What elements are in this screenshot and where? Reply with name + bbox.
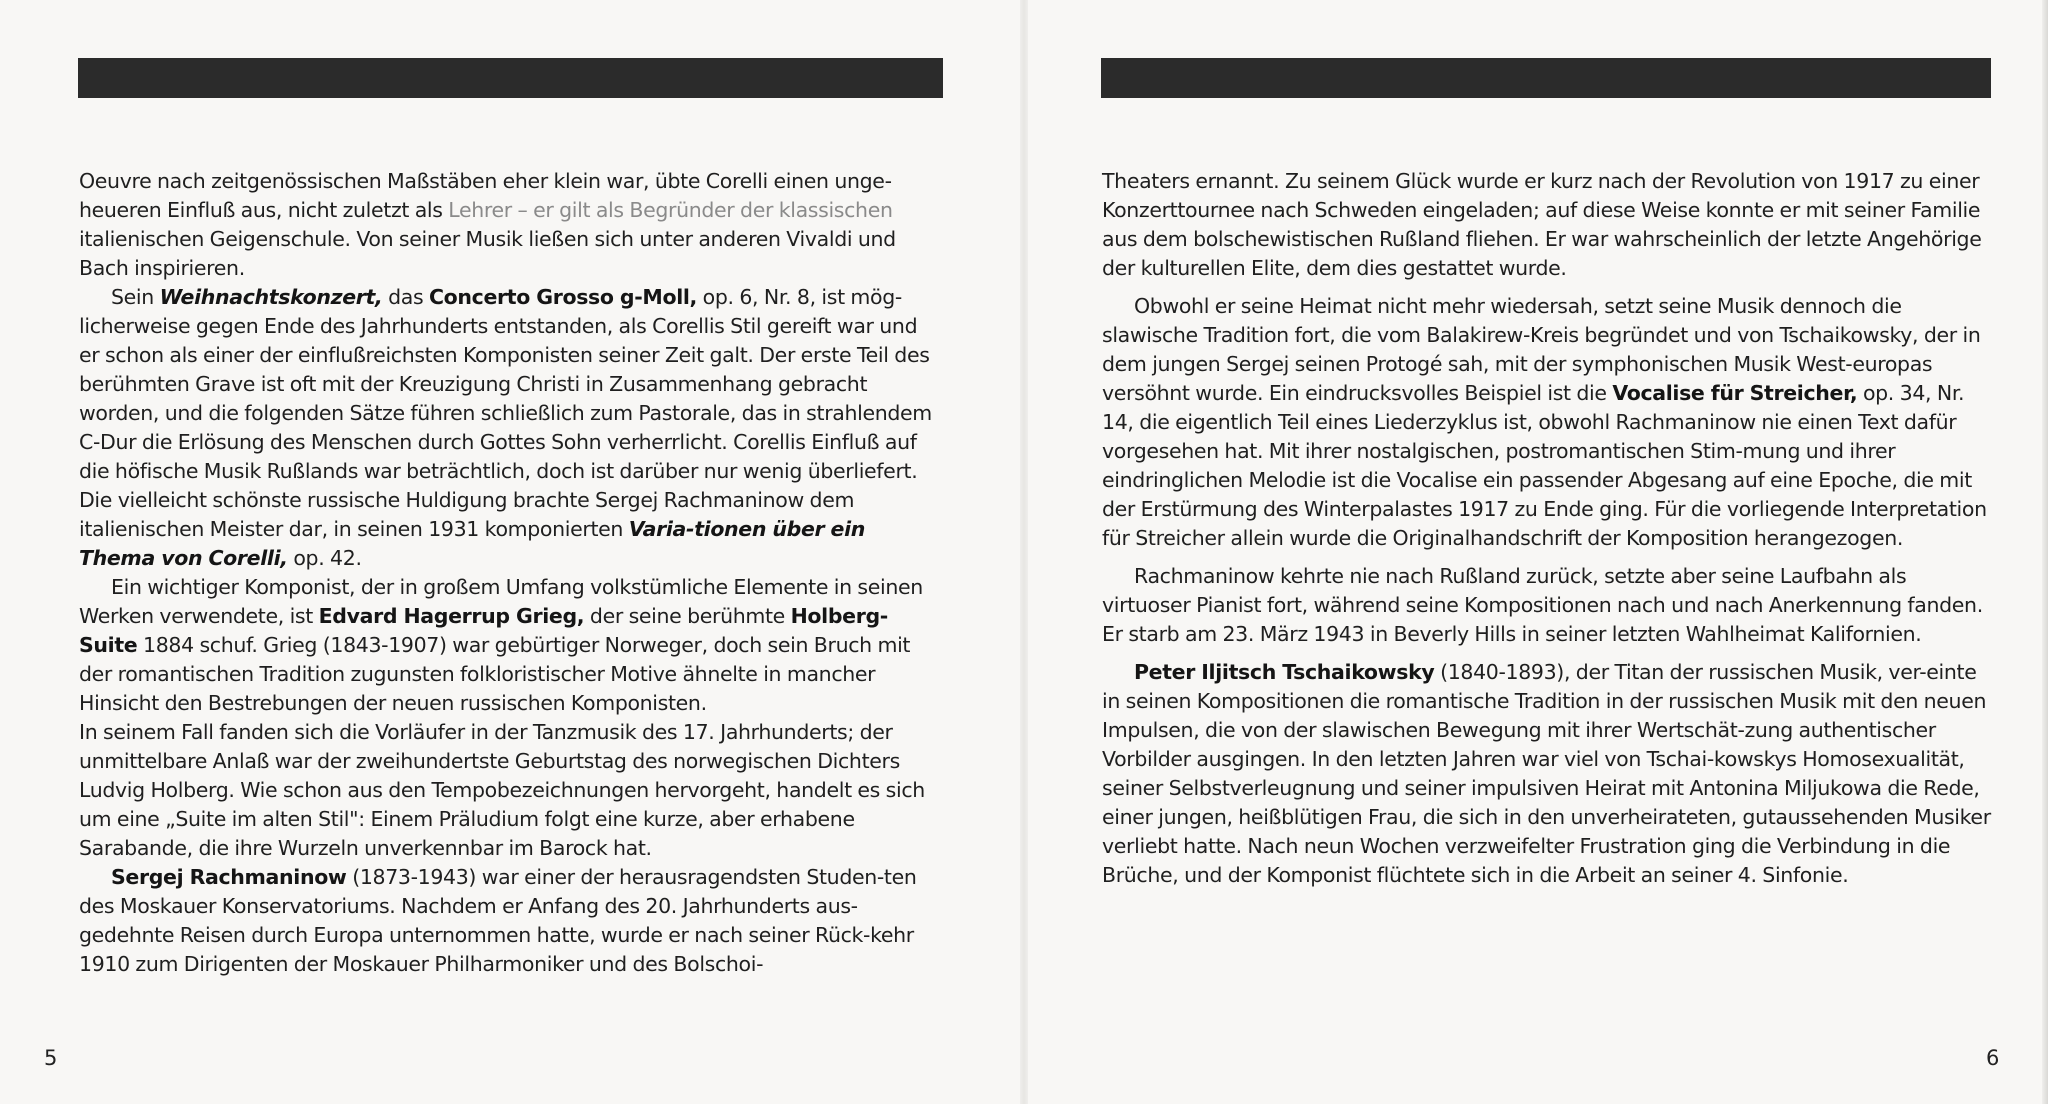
paragraph: Sein Weihnachtskonzert, das Concerto Grosso g-Moll, op. 6, Nr. 8, ist mög-licherweise gegen Ende des Jahrhunderts entstanden, als Corellis Stil gereift war und er schon als einer der einflußreichsten Komponisten seiner Zeit galt. Der erste Teil des berühmten Grave ist oft mit der Kreuzigung Christi in Zusammenhang gebracht worden, und die folgenden Sätze führen schließlich zum Pastorale, das in strahlendem C-Dur die Erlösung des Menschen durch Gottes Sohn verherrlicht. Corellis Einfluß auf die höfische Musik Rußlands war beträchtlich, doch ist darüber nur wenig überliefert. Die vielleicht schönste russische Huldigung brachte Sergej Rachmaninow dem italienischen Meister dar, in seinen 1931 komponierten Varia-tionen über ein Thema von Corelli, op. 42. [79, 285, 932, 570]
paragraph: Sergej Rachmaninow (1873-1943) war einer der herausragendsten Studen-ten des Moskauer Konservatoriums. Nachdem er Anfang des 20. Jahrhunderts aus-gedehnte Reisen durch Europa unternommen hatte, wurde er nach seiner Rück-kehr 1910 zum Dirigenten der Moskauer Philharmoniker und des Bolschoi- [79, 865, 917, 976]
paragraph: Ein wichtiger Komponist, der in großem Umfang volkstümliche Elemente in seinen Werken verwendete, ist Edvard Hagerrup Grieg, der seine berühmte Holberg-Suite 1884 schuf. Grieg (1843-1907) war gebürtiger Norweger, doch sein Bruch mit der romantischen Tradition zugunsten folkloristischer Motive ähnelte in mancher Hinsicht den Bestrebungen der neuen russischen Komponisten. [79, 575, 923, 715]
header-bar [1101, 58, 1991, 98]
header-bar [78, 58, 943, 98]
right-page [1024, 0, 2048, 1104]
left-body-text [79, 167, 941, 979]
page-number: 5 [44, 1046, 58, 1070]
composer-name: Sergej Rachmaninow [111, 865, 347, 889]
right-body-text [1102, 167, 1992, 890]
paragraph: In seinem Fall fanden sich die Vorläufer in der Tanzmusik des 17. Jahrhunderts; der unmittelbare Anlaß war der zweihundertste Geburtstag des norwegischen Dichters Ludvig Holberg. Wie schon aus den Tempobezeichnungen hervorgeht, handelt es sich um eine „Suite im alten Stil": Einem Präludium folgt eine kurze, aber erhabene Sarabande, die ihre Wurzeln unverkennbar im Barock hat. [79, 720, 925, 860]
paragraph: Rachmaninow kehrte nie nach Rußland zurück, setzte aber seine Laufbahn als virtuoser Pianist fort, während seine Kompositionen nach und nach Anerkennung fanden. Er starb am 23. März 1943 in Beverly Hills in seiner letzten Wahlheimat Kalifornien. [1102, 564, 1983, 646]
composer-name: Peter Iljitsch Tschaikowsky [1134, 660, 1435, 684]
paragraph: Obwohl er seine Heimat nicht mehr wiedersah, setzt seine Musik dennoch die slawische Tradition fort, die vom Balakirew-Kreis begründet und von Tschaikowsky, der in dem jungen Sergej seinen Protogé sah, mit der symphonischen Musik West-europas versöhnt wurde. Ein eindrucksvolles Beispiel ist die Vocalise für Streicher, op. 34, Nr. 14, die eigentlich Teil eines Liederzyklus ist, obwohl Rachmaninow nie einen Text dafür vorgesehen hat. Mit ihrer nostalgischen, postromantischen Stim-mung und ihrer eindringlichen Melodie ist die Vocalise ein passender Abgesang auf eine Epoche, die mit der Erstürmung des Winterpalastes 1917 zu Ende ging. Für die vorliegende Interpretation für Streicher allein wurde die Originalhandschrift der Komposition herangezogen. [1102, 294, 1987, 550]
work-title: Holberg-Suite [79, 604, 888, 657]
paragraph: Oeuvre nach zeitgenössischen Maßstäben eher klein war, übte Corelli einen unge-heueren Einfluß aus, nicht zuletzt als Lehrer – er gilt als Begründer der klassischen italienischen Geigenschule. Von seiner Musik ließen sich unter anderen Vivaldi und Bach inspirieren. [79, 169, 896, 280]
faded-text: Lehrer – er gilt als Begründer der klassischen [448, 198, 893, 222]
page-number: 6 [1986, 1046, 2000, 1070]
paragraph: Peter Iljitsch Tschaikowsky (1840-1893), der Titan der russischen Musik, ver-einte in seinen Kompositionen die romantische Tradition in der russischen Musik mit den neuen Impulsen, die von der slawischen Bewegung mit ihrer Wertschät-zung authentischer Vorbilder ausgingen. In den letzten Jahren war viel von Tschai-kowskys Homosexualität, seiner Selbstverleugnung und seiner impulsiven Heirat mit Antonina Miljukowa die Rede, einer jungen, heißblütigen Frau, die sich in den unverheirateten, gutaussehenden Musiker verliebt hatte. Nach neun Wochen verzweifelter Frustration ging die Verbindung in die Brüche, und der Komponist flüchtete sich in die Arbeit an seiner 4. Sinfonie. [1102, 660, 1991, 887]
work-title: Weihnachtskonzert, [159, 285, 383, 309]
paragraph: Theaters ernannt. Zu seinem Glück wurde er kurz nach der Revolution von 1917 zu einer Konzerttournee nach Schweden eingeladen; auf diese Weise konnte er mit seiner Familie aus dem bolschewistischen Rußland fliehen. Er war wahrscheinlich der letzte Angehörige der kulturellen Elite, dem dies gestattet wurde. [1102, 169, 1982, 280]
work-title: Varia-tionen über ein Thema von Corelli, [79, 517, 866, 570]
work-title: Concerto Grosso g-Moll, [428, 285, 697, 309]
work-title: Vocalise für Streicher, [1612, 381, 1858, 405]
composer-name: Edvard Hagerrup Grieg, [318, 604, 585, 628]
page-edge [2042, 0, 2048, 1104]
book-gutter [1020, 0, 1028, 1104]
